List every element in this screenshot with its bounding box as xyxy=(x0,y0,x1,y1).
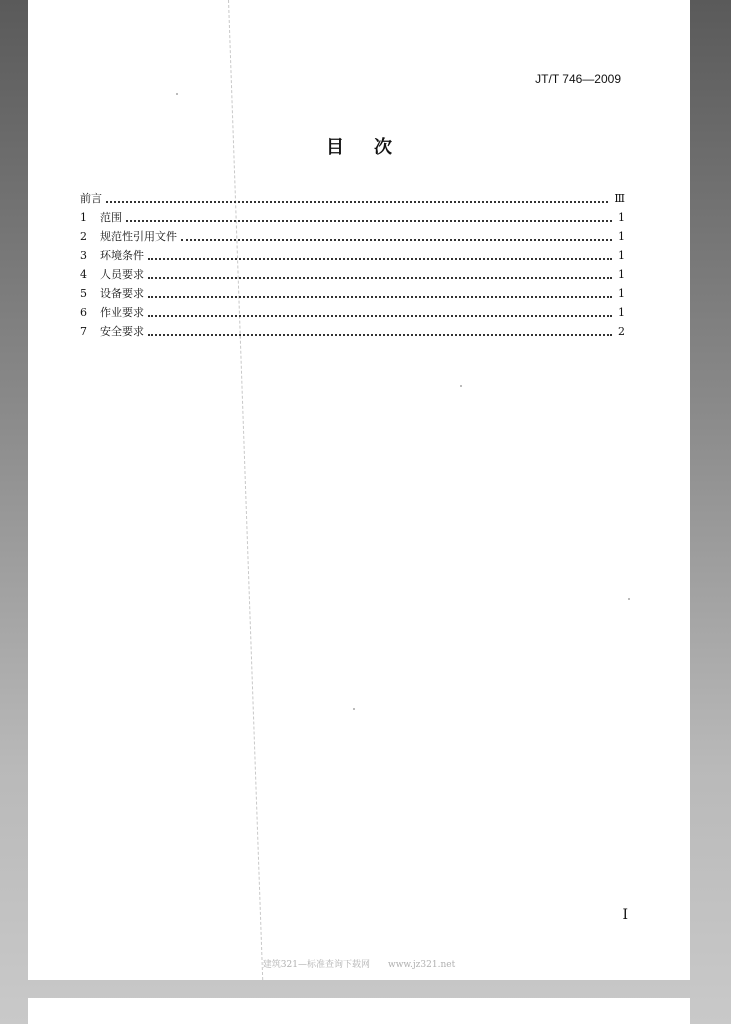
toc-number: 4 xyxy=(80,268,87,281)
toc-entry-3[interactable] xyxy=(80,247,625,266)
toc-entry-7[interactable] xyxy=(80,323,625,342)
toc-entry-2[interactable] xyxy=(80,228,625,247)
toc-page-number: 1 xyxy=(618,230,625,243)
toc-entry-6[interactable] xyxy=(80,304,625,323)
watermark-url: www.jz321.net xyxy=(387,960,456,970)
toc-page-number: 1 xyxy=(618,249,625,262)
toc-leader-dots xyxy=(126,219,612,222)
toc-label: 范围 xyxy=(100,211,122,224)
toc-leader-dots xyxy=(148,333,612,336)
toc-number: 3 xyxy=(80,249,87,262)
toc-number: 2 xyxy=(80,230,87,243)
scan-speck xyxy=(628,598,630,600)
toc-label: 前言 xyxy=(80,192,102,205)
toc-leader-dots xyxy=(148,276,612,279)
toc-entry-foreword[interactable] xyxy=(80,190,625,209)
toc-entry-4[interactable] xyxy=(80,266,625,285)
watermark-text: 建筑321—标准查询下载网 xyxy=(262,960,370,970)
scan-speck xyxy=(460,385,462,387)
toc-label: 规范性引用文件 xyxy=(100,230,177,243)
page-title: 目次 xyxy=(326,137,422,158)
watermark xyxy=(28,957,690,970)
toc-entry-5[interactable] xyxy=(80,285,625,304)
page-number: I xyxy=(622,907,628,923)
toc-page-number: 2 xyxy=(618,325,625,338)
toc-label: 作业要求 xyxy=(100,306,144,319)
toc-label: 设备要求 xyxy=(100,287,144,300)
toc-number: 7 xyxy=(80,325,87,338)
toc-leader-dots xyxy=(148,257,612,260)
toc-number: 5 xyxy=(80,287,87,300)
toc-number: 1 xyxy=(80,211,87,224)
toc-leader-dots xyxy=(148,295,612,298)
document-page xyxy=(28,0,690,980)
scan-speck xyxy=(176,93,178,95)
scan-speck xyxy=(353,708,355,710)
toc-page-number: 1 xyxy=(618,268,625,281)
toc-leader-dots xyxy=(148,314,612,317)
toc-page-number: 1 xyxy=(618,287,625,300)
toc-label: 环境条件 xyxy=(100,249,144,262)
toc-page-number: Ⅲ xyxy=(614,192,625,205)
toc-leader-dots xyxy=(181,238,612,241)
next-page-edge xyxy=(28,998,690,1024)
toc-label: 安全要求 xyxy=(100,325,144,338)
toc-leader-dots xyxy=(106,200,608,203)
toc-label: 人员要求 xyxy=(100,268,144,281)
toc-entry-1[interactable] xyxy=(80,209,625,228)
standard-code: JT/T 746—2009 xyxy=(535,72,621,86)
toc-page-number: 1 xyxy=(618,306,625,319)
toc-page-number: 1 xyxy=(618,211,625,224)
toc-number: 6 xyxy=(80,306,87,319)
table-of-contents xyxy=(80,190,625,342)
